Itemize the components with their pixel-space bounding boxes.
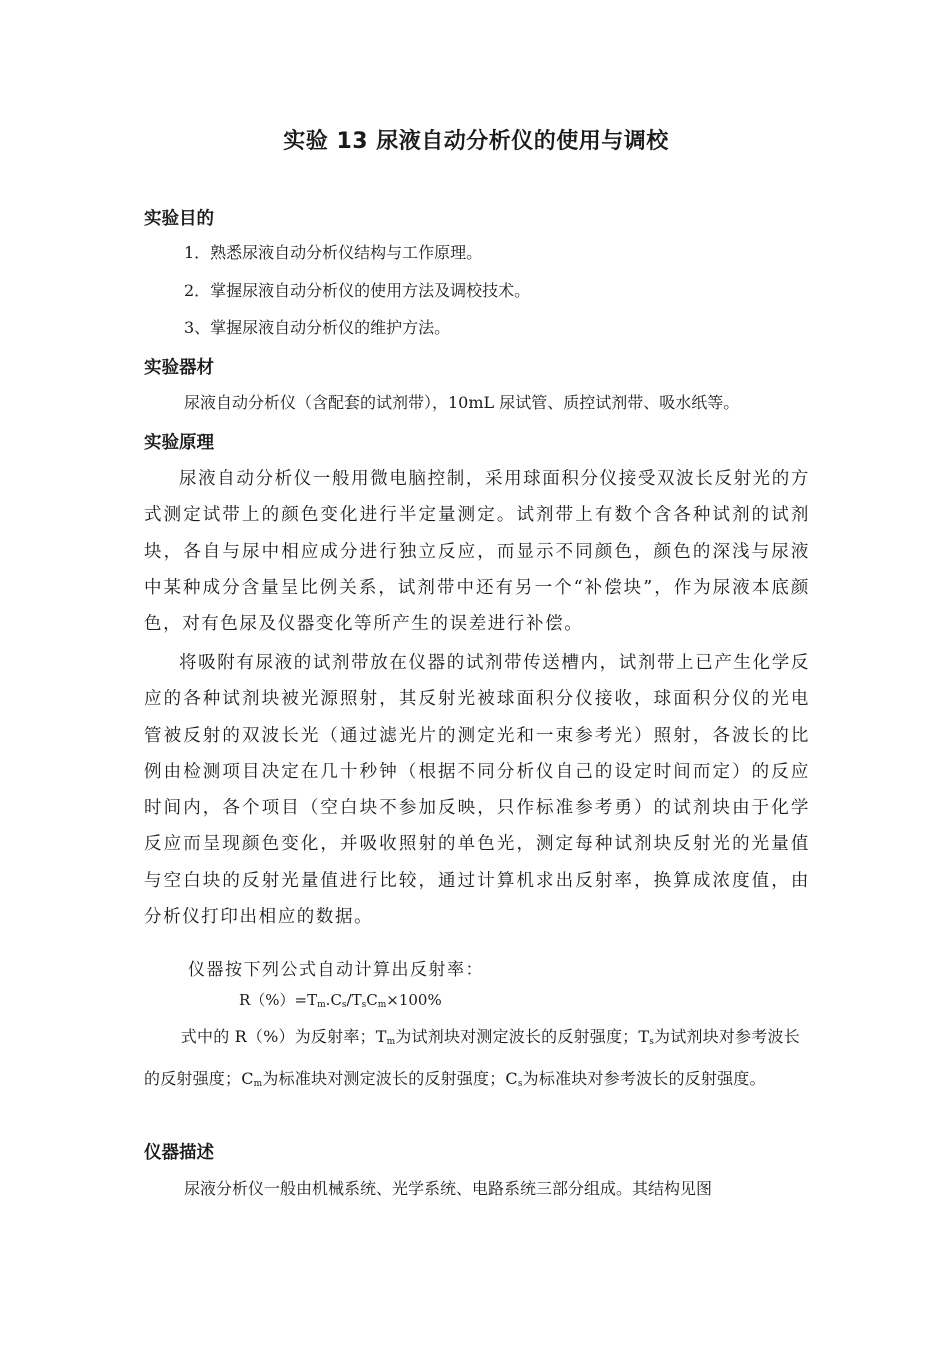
purpose-item-3: 3、掌握尿液自动分析仪的维护方法。 [184,318,451,337]
page-title: 实验 13 尿液自动分析仪的使用与调校 [283,129,669,154]
purpose-item-1: 1．熟悉尿液自动分析仪结构与工作原理。 [184,243,483,262]
principle-paragraph-1: 尿液自动分析仪一般用微电脑控制，采用球面积分仪接受双波长反射光的方式测定试带上的颜色变化进行半定量测定。试剂带上有数个含各种试剂的试剂块，各自与尿中相应成分进行独立反应，而显示不同颜色，颜色的深浅与尿液中某种成分含量呈比例关系，试剂带中还有另一个“补偿块”，作为尿液本底颜色，对有色尿及仪器变化等所产生的误差进行补偿。 [144,469,810,635]
reflectance-formula: $R(\%)=T_m.C_s/T_sC_m\times 100\%$ [239,991,442,1010]
heading-equipment: 实验器材 [144,358,214,378]
heading-description: 仪器描述 [144,1143,214,1163]
purpose-item-2: 2．掌握尿液自动分析仪的使用方法及调校技术。 [184,281,531,300]
principle-paragraph-2: 将吸附有尿液的试剂带放在仪器的试剂带传送槽内，试剂带上已产生化学反应的各种试剂块被光源照射，其反射光被球面积分仪接收，球面积分仪的光电管被反射的双波长光（通过滤光片的测定光和一束参考光）照射，各波长的比例由检测项目决定在几十秒钟（根据不同分析仪自己的设定时间而定）的反应时间内，各个项目（空白块不参加反映，只作标准参考勇）的试剂块由于化学反应而呈现颜色变化，并吸收照射的单色光，测定每种试剂块反射光的光量值与空白块的反射光量值进行比较，通过计算机求出反射率，换算成浓度值，由分析仪打印出相应的数据。 [144,653,810,928]
equipment-text: 尿液自动分析仪（含配套的试剂带），10mL 尿试管、质控试剂带、吸水纸等。 [184,393,740,412]
heading-principle: 实验原理 [144,433,214,453]
heading-purpose: 实验目的 [144,209,214,229]
formula-explanation: 式中的 R（%）为反射率；$T_m$为试剂块对测定波长的反射强度；$T_s$为试剂块对参考波长的反射强度；$C_m$为标准块对测定波长的反射强度；$C_s$为标准块对参考波长的反射强度。 [144,1027,800,1089]
formula-intro: 仪器按下列公式自动计算出反射率： [188,960,484,980]
description-text: 尿液分析仪一般由机械系统、光学系统、电路系统三部分组成。其结构见图 [184,1179,713,1198]
